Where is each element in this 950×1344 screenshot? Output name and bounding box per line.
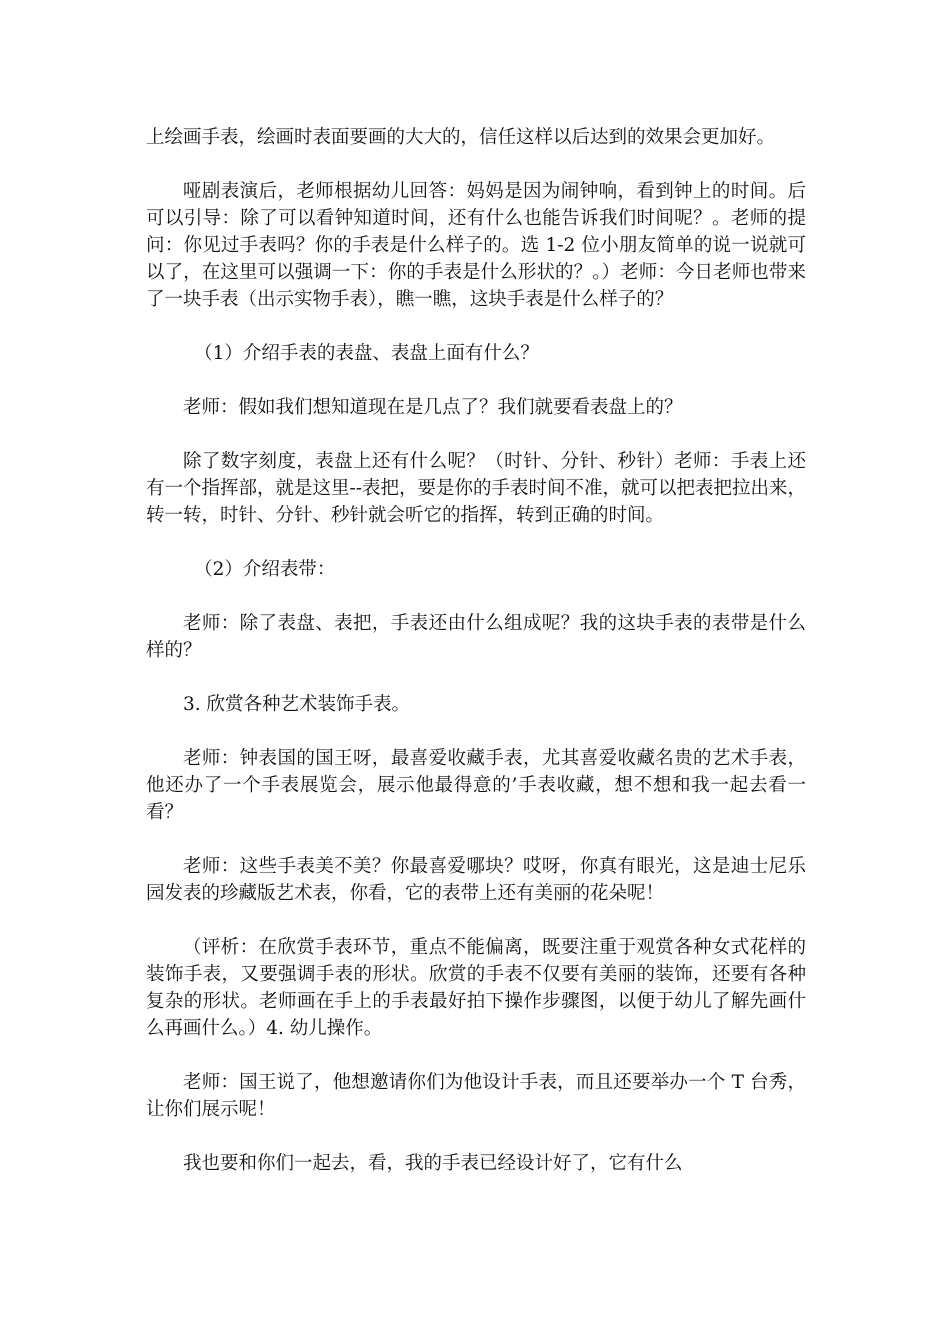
paragraph-4: 老师：假如我们想知道现在是几点了？我们就要看表盘上的？ <box>183 397 683 418</box>
paragraph-2: 哑剧表演后，老师根据幼儿回答：妈妈是因为闹钟响，看到钟上的时间。后可以引导：除了可以看钟知道时间，还有什么也能告诉我们时间呢？。老师的提问：你见过手表吗？你的手表是什么样子的。选 1-2 位小朋友简单的说一说就可以了，在这里可以强调一下：你的手表是什么形状的？。）老师：今日老师也带来了一块手表（出示实物手表），瞧一瞧，这块手表是什么样子的？ <box>146 181 806 310</box>
paragraph-1: 上绘画手表，绘画时表面要画的大大的，信任这样以后达到的效果会更加好。 <box>146 127 776 148</box>
paragraph-12: 老师：国王说了，他想邀请你们为他设计手表，而且还要举办一个 T 台秀，让你们展示呢！ <box>146 1072 806 1120</box>
paragraph-9: 老师：钟表国的国王呀，最喜爱收藏手表，尤其喜爱收藏名贵的艺术手表，他还办了一个手表展览会，展示他最得意的’手表收藏，想不想和我一起去看一看？ <box>146 748 806 823</box>
paragraph-13: 我也要和你们一起去，看，我的手表已经设计好了，它有什么 <box>183 1153 683 1174</box>
paragraph-10: 老师：这些手表美不美？你最喜爱哪块？哎呀，你真有眼光，这是迪士尼乐园发表的珍藏版艺术表，你看，它的表带上还有美丽的花朵呢！ <box>146 856 806 904</box>
paragraph-8-heading: 3. 欣赏各种艺术装饰手表。 <box>183 694 411 715</box>
paragraph-11: （评析：在欣赏手表环节，重点不能偏离，既要注重于观赏各种女式花样的装饰手表，又要强调手表的形状。欣赏的手表不仅要有美丽的装饰，还要有各种复杂的形状。老师画在手上的手表最好拍下操作步骤图，以便于幼儿了解先画什么再画什么。）4. 幼儿操作。 <box>146 937 806 1039</box>
paragraph-6-heading: （2）介绍表带： <box>194 559 336 580</box>
paragraph-5: 除了数字刻度，表盘上还有什么呢？（时针、分针、秒针）老师：手表上还有一个指挥部，就是这里--表把，要是你的手表时间不准，就可以把表把拉出来，转一转，时针、分针、秒针就会听它的指挥，转到正确的时间。 <box>146 451 807 526</box>
paragraph-3-heading: （1）介绍手表的表盘、表盘上面有什么？ <box>194 343 539 364</box>
document-body <box>146 124 806 1177</box>
paragraph-7: 老师：除了表盘、表把，手表还由什么组成呢？我的这块手表的表带是什么样的？ <box>146 613 806 661</box>
